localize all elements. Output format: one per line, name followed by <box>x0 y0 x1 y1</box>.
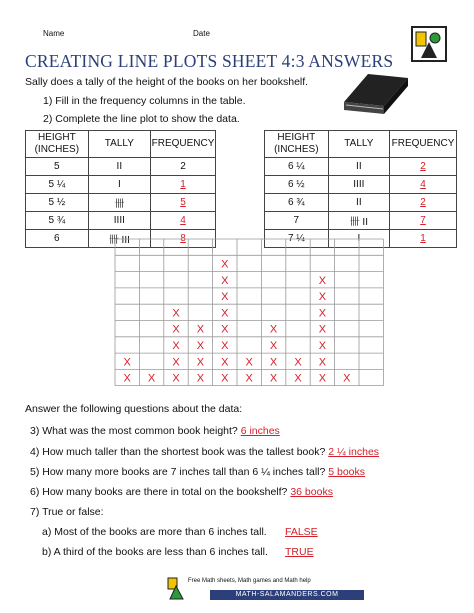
book-icon <box>340 72 410 125</box>
data-marker: X <box>221 372 229 385</box>
table-row: 5 ¾ IIII 4 <box>26 212 216 230</box>
data-marker: X <box>172 339 180 352</box>
table-row: 7 ¼ I 1 <box>265 230 457 248</box>
table-row: 5 II 2 <box>26 158 216 176</box>
table-row: 6 卌 III 8 <box>26 230 216 248</box>
answer-6: 36 books <box>290 486 333 498</box>
data-marker: X <box>196 323 205 336</box>
data-marker: X <box>318 356 327 369</box>
data-marker: X <box>147 372 156 385</box>
instruction-2: 2) Complete the line plot to show the data. <box>43 113 240 125</box>
frequency-table-right <box>264 130 457 248</box>
data-marker: X <box>318 323 327 336</box>
data-marker: X <box>269 372 278 385</box>
page-title: CREATING LINE PLOTS SHEET 4:3 ANSWERS <box>25 51 394 71</box>
tally-header: TALLY <box>88 131 150 158</box>
salamander-footer-icon <box>166 576 186 605</box>
data-marker: X <box>172 372 180 385</box>
data-marker: X <box>318 339 327 352</box>
date-label: Date <box>193 29 210 38</box>
intro-text: Sally does a tally of the height of the books on her bookshelf. <box>25 76 309 88</box>
data-marker: X <box>245 372 253 385</box>
data-marker: X <box>294 372 302 385</box>
data-marker: X <box>318 372 327 385</box>
data-marker: X <box>269 323 278 336</box>
true-false-a: a) Most of the books are more than 6 inches tall. <box>42 526 267 538</box>
data-marker: X <box>172 323 180 336</box>
data-marker: X <box>221 323 229 336</box>
data-marker: X <box>318 307 327 320</box>
height-header: HEIGHT (INCHES) <box>26 131 89 158</box>
footer-brand: MATH-SALAMANDERS.COM <box>210 590 364 600</box>
frequency-header: FREQUENCY <box>151 131 216 158</box>
data-marker: X <box>196 339 205 352</box>
data-marker: X <box>172 307 180 320</box>
data-marker: X <box>318 274 327 287</box>
question-4: 4) How much taller than the shortest book was the tallest book? 2 ¼ inches <box>30 446 380 458</box>
data-marker: X <box>123 372 131 385</box>
footer-tagline: Free Math sheets, Math games and Math help <box>188 578 311 584</box>
data-marker: X <box>221 339 229 352</box>
question-3: 3) What was the most common book height? 6 inches <box>30 425 280 437</box>
data-marker: X <box>318 291 327 304</box>
data-marker: X <box>221 307 229 320</box>
data-marker: X <box>221 274 229 287</box>
tally-header: TALLY <box>328 131 389 158</box>
answer-5: 5 books <box>328 466 366 478</box>
name-label: Name <box>43 29 65 38</box>
data-marker: X <box>221 291 229 304</box>
table-row: 7 卌 II 7 <box>265 212 457 230</box>
frequency-header: FREQUENCY <box>390 131 457 158</box>
question-5: 5) How many more books are 7 inches tall than 6 ¼ inches tall? 5 books <box>30 466 366 478</box>
data-marker: X <box>269 356 278 369</box>
question-6: 6) How many books are there in total on the bookshelf? 36 books <box>30 486 333 498</box>
answer-7a: FALSE <box>285 526 318 538</box>
frequency-table-left <box>25 130 216 248</box>
line-plot <box>95 236 385 386</box>
table-row: 6 ½ IIII 4 <box>265 176 457 194</box>
salamander-logo <box>411 26 447 62</box>
data-marker: X <box>123 356 131 369</box>
data-marker: X <box>172 356 180 369</box>
table-row: 6 ¾ II 2 <box>265 194 457 212</box>
instruction-1: 1) Fill in the frequency columns in the table. <box>43 95 246 107</box>
table-row: 6 ¼ II 2 <box>265 158 457 176</box>
data-marker: X <box>196 372 205 385</box>
true-false-b: b) A third of the books are less than 6 inches tall. <box>42 546 268 558</box>
answer-7b: TRUE <box>285 546 314 558</box>
height-header: HEIGHT (INCHES) <box>265 131 329 158</box>
question-7: 7) True or false: <box>30 506 104 518</box>
table-row: 5 ¼ I 1 <box>26 176 216 194</box>
data-marker: X <box>245 356 253 369</box>
data-marker: X <box>269 339 278 352</box>
data-marker: X <box>221 356 229 369</box>
data-marker: X <box>196 356 205 369</box>
table-row: 5 ½ 卌 5 <box>26 194 216 212</box>
answer-3: 6 inches <box>240 425 280 437</box>
questions-intro: Answer the following questions about the data: <box>25 403 243 415</box>
answer-4: 2 ¼ inches <box>328 446 380 458</box>
data-marker: X <box>221 258 229 271</box>
data-marker: X <box>294 356 302 369</box>
data-marker: X <box>343 372 351 385</box>
